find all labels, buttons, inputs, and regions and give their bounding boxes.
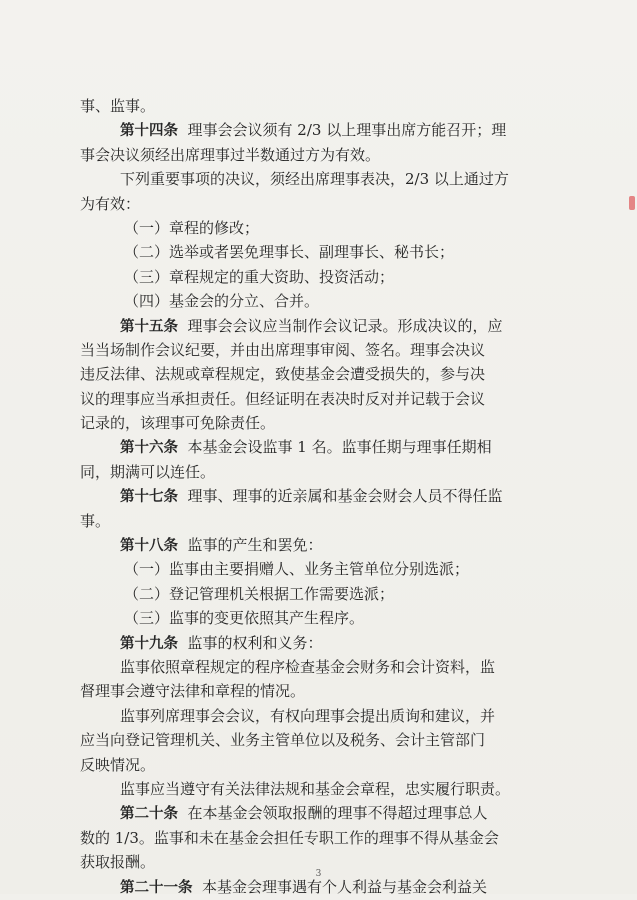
line-text: （一）监事由主要捐赠人、业务主管单位分别选派； [124,560,470,579]
line-text: （二）选举或者罢免理事长、副理事长、秘书长； [124,243,455,262]
text-line [80,484,565,508]
line-text: （三）监事的变更依照其产生程序。 [124,609,365,628]
text-line [80,753,565,777]
article-heading: 第十五条 [120,318,178,335]
text-line [80,826,565,850]
line-text: 事。 [80,511,111,530]
text-line [80,777,565,801]
red-ink-mark [629,196,635,210]
text-line [80,557,565,581]
text-line [80,314,565,338]
line-text: 监事列席理事会会议，有权向理事会提出质询和建议，并 [120,706,496,725]
article-heading: 第十九条 [120,635,178,652]
text-line [80,533,565,557]
line-text: 数的 1/3。监事和未在基金会担任专职工作的理事不得从基金会 [80,828,499,847]
line-text: 事会决议须经出席理事过半数通过方为有效。 [80,145,381,164]
line-text: 记录的，该理事可免除责任。 [80,414,276,433]
line-text: （二）登记管理机关根据工作需要选派； [124,584,395,603]
line-text: 在本基金会领取报酬的理事不得超过理事总人 [178,804,488,823]
text-line [80,704,565,728]
line-text: 理事会会议须有 2/3 以上理事出席方能召开；理 [178,121,507,140]
article-heading: 第二十一条 [120,879,193,896]
line-text: 督理事会遵守法律和章程的情况。 [80,682,306,701]
text-line [80,606,565,630]
text-line [80,240,565,264]
article-heading: 第二十条 [120,806,178,823]
article-heading: 第十七条 [120,489,178,506]
line-text: 反映情况。 [80,755,156,774]
text-line [80,679,565,703]
text-line [80,216,565,240]
line-text: 监事的权利和义务： [178,633,323,652]
line-text: 为有效： [80,194,141,213]
text-line [80,435,565,459]
line-text: （三）章程规定的重大资助、投资活动； [124,267,395,286]
text-line [80,728,565,752]
text-line [80,94,565,118]
text-line [80,289,565,313]
line-text: 事、监事。 [80,97,156,115]
text-line [80,118,565,142]
line-text: 违反法律、法规或章程规定，致使基金会遭受损失的，参与决 [80,365,486,384]
line-text: 监事应当遵守有关法律法规和基金会章程，忠实履行职责。 [120,779,511,798]
text-line [80,655,565,679]
text-line [80,387,565,411]
line-text: 理事、理事的近亲属和基金会财会人员不得任监 [178,487,503,506]
line-text: 本基金会设监事 1 名。监事任期与理事任期相 [178,438,492,457]
text-line [80,265,565,289]
line-text: 同，期满可以连任。 [80,462,216,481]
line-text: 获取报酬。 [80,853,156,872]
text-line [80,411,565,435]
text-line [80,143,565,167]
text-line [80,338,565,362]
document-body [80,94,565,899]
text-line [80,167,565,191]
text-line [80,362,565,386]
text-line [80,192,565,216]
text-line [80,582,565,606]
text-line [80,801,565,825]
article-heading: 第十四条 [120,123,178,140]
line-text: （一）章程的修改； [124,218,260,237]
text-line [80,631,565,655]
article-heading: 第十六条 [120,440,178,457]
line-text: 下列重要事项的决议，须经出席理事表决，2/3 以上通过方 [120,170,509,189]
page-number: 3 [315,869,322,879]
article-heading: 第十八条 [120,538,178,555]
line-text: 议的理事应当承担责任。但经证明在表决时反对并记载于会议 [80,389,486,408]
line-text: 监事的产生和罢免： [178,536,323,555]
line-text: 当当场制作会议纪要，并由出席理事审阅、签名。理事会决议 [80,340,486,359]
line-text: 本基金会理事遇有个人利益与基金会利益关 [192,877,488,896]
text-line [80,509,565,533]
line-text: 监事依照章程规定的程序检查基金会财务和会计资料，监 [120,657,496,676]
line-text: 理事会会议应当制作会议记录。形成决议的，应 [178,316,503,335]
line-text: （四）基金会的分立、合并。 [124,292,320,311]
line-text: 应当向登记管理机关、业务主管单位以及税务、会计主管部门 [80,731,486,750]
text-line [80,460,565,484]
